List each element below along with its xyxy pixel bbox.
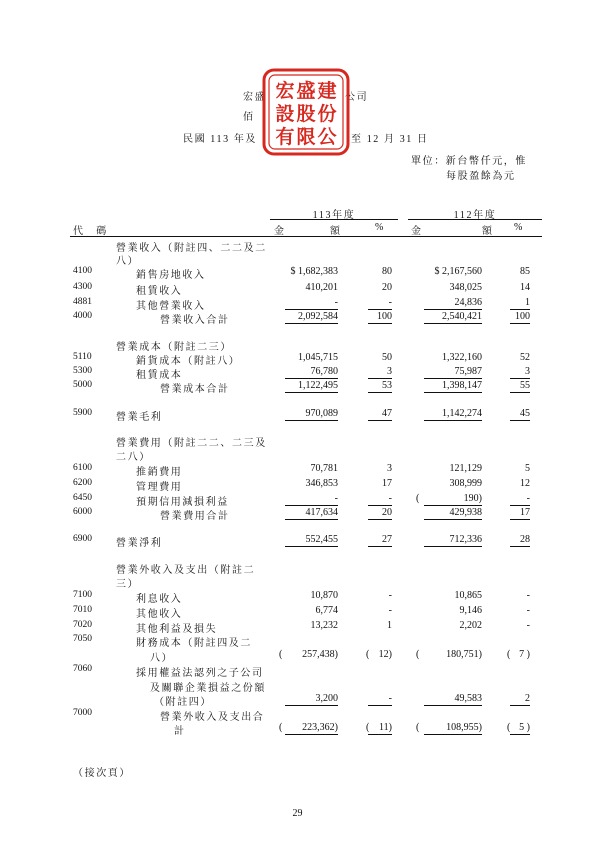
underline <box>424 323 482 324</box>
row-code: 4881 <box>73 297 92 307</box>
amount-112: 9,146 <box>459 605 482 616</box>
percent-112: 55 <box>520 380 530 391</box>
underline <box>424 392 482 393</box>
percent-113: 12) <box>378 649 392 660</box>
amount-112: 108,955) <box>446 722 482 733</box>
row-label: 預期信用減損利益 <box>136 497 229 508</box>
underline <box>424 378 482 379</box>
open-paren-pct-112: ( <box>507 722 511 733</box>
row-label: 營業費用（附註二二、二三及 <box>116 438 267 449</box>
percent-112: 45 <box>520 408 530 419</box>
amount-113: $ 1,682,383 <box>290 266 338 277</box>
open-paren-112: ( <box>416 493 420 504</box>
open-paren-pct-113: ( <box>366 649 370 660</box>
row-label: 推銷費用 <box>136 467 183 478</box>
amount-113: 1,122,495 <box>298 380 338 391</box>
percent-113: 11) <box>379 722 392 733</box>
row-code: 6900 <box>73 534 92 544</box>
unit-line-1: 單位：新台幣仟元，惟 <box>411 156 527 167</box>
continued-note: （接次頁） <box>73 768 131 779</box>
percent-112: 100 <box>515 311 530 322</box>
underline <box>285 378 338 379</box>
row-code: 7050 <box>73 634 92 644</box>
amount-113: 6,774 <box>315 605 338 616</box>
year-112-header: 112年度 <box>453 210 497 221</box>
amount-112: $ 2,167,560 <box>434 266 482 277</box>
underline <box>510 392 530 393</box>
amount-112: 2,540,421 <box>442 311 482 322</box>
row-label: 利息收入 <box>136 594 183 605</box>
unit-line-2: 每股盈餘為元 <box>446 171 516 182</box>
percent-112: 2 <box>525 693 530 704</box>
row-code: 5000 <box>73 380 92 390</box>
open-paren-112: ( <box>416 722 420 733</box>
year-113-header: 113年度 <box>312 210 356 221</box>
percent-113: - <box>388 297 392 308</box>
underline <box>368 378 392 379</box>
row-label: 營業外收入及支出（附註二 <box>116 565 256 576</box>
amount-112: 308,999 <box>449 478 482 489</box>
svg-text:宏: 宏 <box>275 80 295 102</box>
amount-113: - <box>334 297 338 308</box>
row-label: 銷售房地收入 <box>136 270 206 281</box>
percent-112: - <box>526 493 530 504</box>
underline <box>424 734 482 735</box>
underline <box>424 546 482 547</box>
percent-113: 47 <box>382 408 392 419</box>
row-code: 7000 <box>73 708 92 718</box>
row-code: 4000 <box>73 311 92 321</box>
amount-112: 75,987 <box>454 366 482 377</box>
percent-112: 85 <box>520 266 530 277</box>
underline <box>368 519 392 520</box>
svg-text:盛: 盛 <box>296 80 316 102</box>
pct-header-112: % <box>514 222 523 233</box>
underline <box>285 519 338 520</box>
row-code: 6000 <box>73 507 92 517</box>
statement-title-partial: 佰 <box>243 112 255 123</box>
percent-112: 14 <box>520 282 530 293</box>
amount-header-112-right: 額 <box>482 226 494 237</box>
open-paren-112: ( <box>416 649 420 660</box>
amount-112: 1,398,147 <box>442 380 482 391</box>
amount-113: 2,092,584 <box>298 311 338 322</box>
underline <box>510 323 530 324</box>
percent-113: 53 <box>382 380 392 391</box>
percent-112: 28 <box>520 534 530 545</box>
amount-113: - <box>334 493 338 504</box>
amount-113: 70,781 <box>310 463 338 474</box>
amount-113: 257,438) <box>302 649 338 660</box>
underline <box>368 392 392 393</box>
open-paren-113: ( <box>279 649 283 660</box>
percent-112: 5 ) <box>519 722 530 733</box>
amount-113: 970,089 <box>305 408 338 419</box>
percent-113: 20 <box>382 507 392 518</box>
row-label: （附註四） <box>154 697 212 708</box>
underline <box>510 420 530 421</box>
amount-112: 24,836 <box>454 297 482 308</box>
percent-113: 3 <box>387 366 392 377</box>
row-label: 租賃成本 <box>136 370 183 381</box>
amount-113: 346,853 <box>305 478 338 489</box>
percent-112: 12 <box>520 478 530 489</box>
underline <box>285 309 338 310</box>
row-code: 6450 <box>73 493 92 503</box>
amount-112: 348,025 <box>449 282 482 293</box>
period-left: 民國 113 年及 <box>183 134 258 145</box>
percent-112: - <box>526 590 530 601</box>
amount-113: 410,201 <box>305 282 338 293</box>
row-label: 營業毛利 <box>116 412 163 423</box>
code-column-header: 代 碼 <box>73 226 108 237</box>
amount-112: 429,938 <box>449 507 482 518</box>
underline <box>368 323 392 324</box>
underline <box>285 705 338 706</box>
svg-text:公: 公 <box>317 126 337 148</box>
percent-112: 3 <box>525 366 530 377</box>
underline <box>424 505 482 506</box>
underline <box>424 519 482 520</box>
row-label: 計 <box>174 726 186 737</box>
open-paren-113: ( <box>279 722 283 733</box>
amount-112: 10,865 <box>454 590 482 601</box>
row-label: 八） <box>116 256 140 267</box>
percent-113: - <box>388 605 392 616</box>
amount-header-112-left: 金 <box>411 226 423 237</box>
open-paren-pct-112: ( <box>507 649 511 660</box>
pct-header-113: % <box>375 222 384 233</box>
svg-text:限: 限 <box>296 126 316 148</box>
underline <box>285 505 338 506</box>
underline <box>510 378 530 379</box>
company-seal-stamp <box>262 68 350 156</box>
row-label: 三） <box>116 579 140 590</box>
company-name-right: 公司 <box>345 92 369 103</box>
percent-113: 17 <box>382 478 392 489</box>
row-label: 管理費用 <box>136 482 183 493</box>
amount-112: 1,322,160 <box>442 352 482 363</box>
row-code: 6200 <box>73 478 92 488</box>
underline <box>368 309 392 310</box>
amount-113: 10,870 <box>310 590 338 601</box>
row-label: 租賃收入 <box>136 286 183 297</box>
underline <box>510 309 530 310</box>
underline <box>285 734 338 735</box>
row-label: 營業成本（附註二三） <box>116 342 232 353</box>
underline <box>368 734 392 735</box>
amount-112: 49,583 <box>454 693 482 704</box>
underline <box>368 505 392 506</box>
row-label: 二八） <box>116 452 151 463</box>
amount-112: 121,129 <box>449 463 482 474</box>
underline <box>285 323 338 324</box>
amount-113: 417,634 <box>305 507 338 518</box>
amount-header-113-left: 金 <box>274 226 286 237</box>
percent-113: - <box>388 693 392 704</box>
amount-113: 223,362) <box>302 722 338 733</box>
percent-112: 17 <box>520 507 530 518</box>
row-label: 營業外收入及支出合 <box>160 712 265 723</box>
svg-text:股: 股 <box>296 103 316 125</box>
amount-112: 2,202 <box>459 620 482 631</box>
amount-113: 552,455 <box>305 534 338 545</box>
row-code: 5900 <box>73 408 92 418</box>
svg-text:建: 建 <box>317 80 337 102</box>
underline <box>368 420 392 421</box>
row-label: 採用權益法認列之子公司 <box>136 668 264 679</box>
underline <box>510 734 530 735</box>
amount-113: 13,232 <box>310 620 338 631</box>
period-right: 至 12 月 31 日 <box>351 134 429 145</box>
row-label: 營業收入合計 <box>160 315 230 326</box>
amount-112: 712,336 <box>449 534 482 545</box>
underline <box>424 309 482 310</box>
open-paren-pct-113: ( <box>366 722 370 733</box>
row-code: 6100 <box>73 463 92 473</box>
amount-113: 3,200 <box>315 693 338 704</box>
row-label: 銷貨成本（附註八） <box>136 356 241 367</box>
percent-112: 1 <box>525 297 530 308</box>
percent-112: 7 ) <box>519 649 530 660</box>
row-label: 其他利益及損失 <box>136 624 218 635</box>
row-code: 4100 <box>73 266 92 276</box>
percent-113: 1 <box>387 620 392 631</box>
row-code: 5300 <box>73 366 92 376</box>
row-code: 7060 <box>73 664 92 674</box>
underline <box>285 546 338 547</box>
amount-header-113-right: 額 <box>330 226 342 237</box>
percent-112: 5 <box>525 463 530 474</box>
svg-text:設: 設 <box>275 103 295 125</box>
percent-112: - <box>526 605 530 616</box>
row-code: 7020 <box>73 620 92 630</box>
percent-113: - <box>388 493 392 504</box>
percent-113: 3 <box>387 463 392 474</box>
percent-113: 27 <box>382 534 392 545</box>
underline <box>424 705 482 706</box>
row-code: 5110 <box>73 352 92 362</box>
svg-text:有: 有 <box>275 126 295 148</box>
percent-113: 80 <box>382 266 392 277</box>
amount-113: 76,780 <box>310 366 338 377</box>
amount-112: 180,751) <box>446 649 482 660</box>
underline <box>285 420 338 421</box>
underline <box>368 705 392 706</box>
row-label: 營業收入（附註四、二二及二 <box>116 243 267 254</box>
row-code: 4300 <box>73 282 92 292</box>
percent-113: 100 <box>377 311 392 322</box>
row-label: 八） <box>150 653 174 664</box>
underline <box>510 519 530 520</box>
underline <box>285 392 338 393</box>
row-label: 其他營業收入 <box>136 301 206 312</box>
row-label: 財務成本（附註四及二 <box>136 638 252 649</box>
underline <box>510 546 530 547</box>
page-number: 29 <box>292 808 303 819</box>
row-label: 營業淨利 <box>116 538 163 549</box>
underline <box>510 705 530 706</box>
company-name-left: 宏盛 <box>243 92 267 103</box>
row-label: 及關聯企業損益之份額 <box>150 683 266 694</box>
percent-113: 50 <box>382 352 392 363</box>
amount-112: 1,142,274 <box>442 408 482 419</box>
row-label: 其他收入 <box>136 609 183 620</box>
underline <box>510 505 530 506</box>
row-code: 7100 <box>73 590 92 600</box>
amount-113: 1,045,715 <box>298 352 338 363</box>
percent-113: 20 <box>382 282 392 293</box>
row-label: 營業成本合計 <box>160 384 230 395</box>
row-code: 7010 <box>73 605 92 615</box>
amount-112: 190) <box>463 493 482 504</box>
svg-text:份: 份 <box>317 103 337 125</box>
percent-112: 52 <box>520 352 530 363</box>
underline <box>368 546 392 547</box>
percent-112: - <box>526 620 530 631</box>
underline <box>424 420 482 421</box>
percent-113: - <box>388 590 392 601</box>
row-label: 營業費用合計 <box>160 511 230 522</box>
